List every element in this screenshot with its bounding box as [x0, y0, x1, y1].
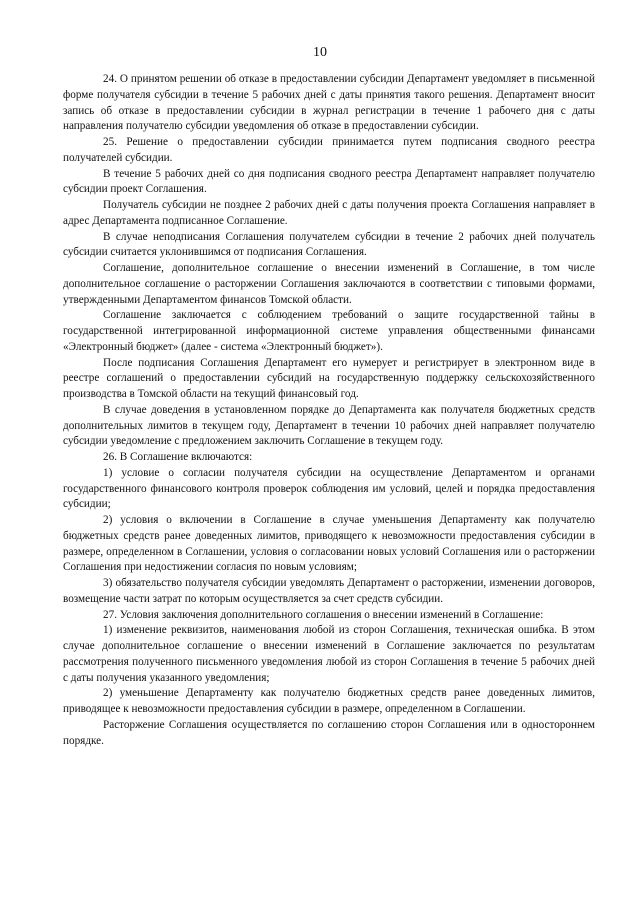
document-body: [63, 72, 595, 749]
paragraph-25-standard-forms: Соглашение, дополнительное соглашение о внесении изменений в Соглашение, в том числе дополнительное соглашение о расторжении Соглашения заключаются в соответствии с типовыми формами, утвержденными Департаментом финансов Томской области.: [63, 262, 595, 306]
paragraph-27-termination: Расторжение Соглашения осуществляется по соглашению сторон Соглашения или в одностороннем порядке.: [63, 718, 595, 747]
page-number: 10: [313, 45, 327, 60]
paragraph-25-electronic-budget: Соглашение заключается с соблюдением требований о защите государственной тайны в государственной интегрированной информационной системе управления общественными финансами «Электронный бюджет» (далее - система «Электронный бюджет»).: [63, 309, 595, 353]
paragraph-26-item-2: 2) условия о включении в Соглашение в случае уменьшения Департаменту как получателю бюджетных средств ранее доведенных лимитов, приводящего к невозможности предоставления субсидии в размере, определенном в Соглашении, условия о согласовании новых условий Соглашения или о расторжении Соглашения при недостижении согласия по новым условиям;: [63, 514, 595, 574]
paragraph-26-item-3: 3) обязательство получателя субсидии уведомлять Департамент о расторжении, изменении договоров, возмещение части затрат по которым осуществляется за счет средств субсидии.: [63, 577, 595, 605]
paragraph-25-non-signing: В случае неподписания Соглашения получателем субсидии в течение 2 рабочих дней получатель субсидии считается уклонившимся от подписания Соглашения.: [63, 230, 595, 259]
paragraph-26-item-1: 1) условие о согласии получателя субсидии на осуществление Департаментом и органами государственного финансового контроля проверок соблюдения им условий, целей и порядка предоставления субсидии;: [63, 466, 595, 511]
paragraph-25-send-draft: В течение 5 рабочих дней со дня подписания сводного реестра Департамент направляет получателю субсидии проект Соглашения.: [63, 167, 595, 196]
paragraph-27-item-2: 2) уменьшение Департаменту как получателю бюджетных средств ранее доведенных лимитов, приводящее к невозможности предоставления субсидии в размере, определенном в Соглашении.: [63, 687, 595, 715]
paragraph-25-additional-limits: В случае доведения в установленном порядке до Департамента как получателя бюджетных средств дополнительных лимитов в текущем году, Департамент в течении 10 рабочих дней направляет получателю субсидии уведомление с предложением заключить Соглашение в текущем году.: [63, 403, 595, 448]
paragraph-27: 27. Условия заключения дополнительного соглашения о внесении изменений в Соглашение:: [103, 608, 544, 621]
paragraph-25: 25. Решение о предоставлении субсидии принимается путем подписания сводного реестра получателей субсидии.: [63, 136, 595, 164]
paragraph-25-registration: После подписания Соглашения Департамент его нумерует и регистрирует в электронном виде в реестре соглашений о предоставлении субсидий на государственную поддержку сельскохозяйственного производства в Томской области на текущий финансовый год.: [63, 356, 595, 400]
paragraph-26: 26. В Соглашение включаются:: [103, 451, 253, 463]
paragraph-24: 24. О принятом решении об отказе в предоставлении субсидии Департамент уведомляет в письменной форме получателя субсидии в течение 5 рабочих дней с даты принятия такого решения. Департамент вносит запись об отказе в предоставлении субсидии в журнал регистрации в течение 1 рабочего дня с даты направления получателю субсидии уведомления об отказе в предоставлении субсидии.: [63, 73, 595, 133]
paragraph-27-item-1: 1) изменение реквизитов, наименования любой из сторон Соглашения, техническая ошибка. В этом случае дополнительное соглашение о внесении изменений в Соглашение заключается по результатам рассмотрения полученного письменного уведомления любой из сторон Соглашения в течение 5 рабочих дней с даты получения указанного уведомления;: [63, 624, 595, 684]
paragraph-25-return-signed: Получатель субсидии не позднее 2 рабочих дней с даты получения проекта Соглашения направляет в адрес Департамента подписанное Соглашение.: [63, 199, 595, 227]
